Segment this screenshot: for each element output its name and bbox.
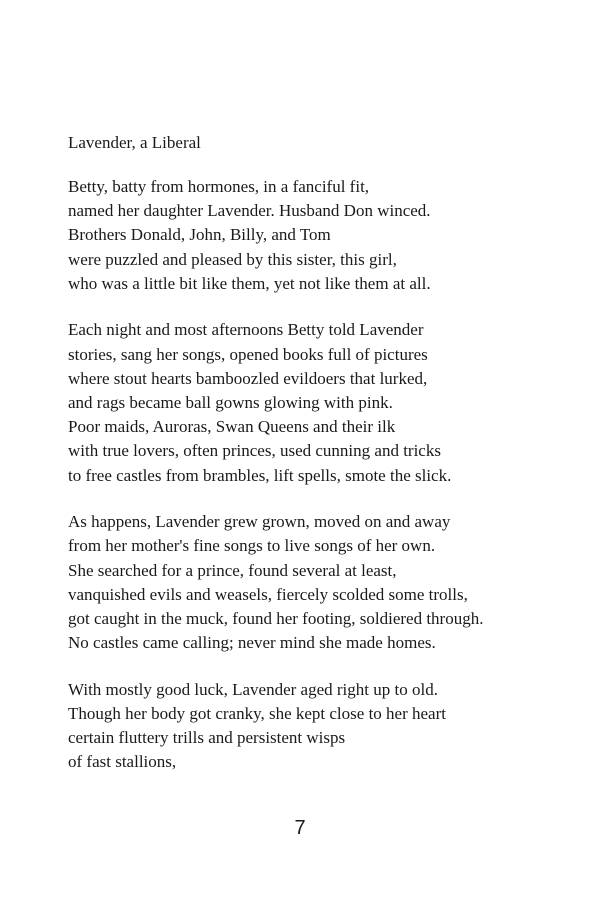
poem-line: who was a little bit like them, yet not like them at all. bbox=[68, 273, 431, 293]
page-number: 7 bbox=[294, 817, 306, 839]
poem-line: and rags became ball gowns glowing with pink. bbox=[68, 393, 393, 412]
poem-body bbox=[68, 175, 588, 797]
poem-line: stories, sang her songs, opened books full of pictures bbox=[68, 344, 428, 364]
poem-line: Betty, batty from hormones, in a fanciful fit, bbox=[68, 177, 370, 196]
stanza-3 bbox=[68, 510, 588, 655]
poem-line: As happens, Lavender grew grown, moved on and away bbox=[68, 512, 451, 532]
poem-line: from her mother's fine songs to live songs of her own. bbox=[68, 536, 436, 556]
poem-line: certain fluttery trills and persistent wisps bbox=[68, 728, 346, 748]
poem-line: With mostly good luck, Lavender aged right up to old. bbox=[68, 679, 438, 699]
poem-line: with true lovers, often princes, used cunning and tricks bbox=[68, 441, 441, 461]
poem-line: No castles came calling; never mind she made homes. bbox=[68, 633, 436, 653]
poem-title: Lavender, a Liberal bbox=[68, 133, 201, 152]
poem-line: She searched for a prince, found several at least, bbox=[68, 560, 397, 580]
poem-line: vanquished evils and weasels, fiercely scolded some trolls, bbox=[68, 584, 468, 604]
stanza-2 bbox=[68, 318, 588, 487]
poem-line: got caught in the muck, found her footing, soldiered through. bbox=[68, 609, 484, 628]
poem-line: Each night and most afternoons Betty told Lavender bbox=[68, 320, 424, 340]
poem-line: were puzzled and pleased by this sister, this girl, bbox=[68, 249, 397, 269]
stanza-4 bbox=[68, 678, 588, 775]
poem-line: Brothers Donald, John, Billy, and Tom bbox=[68, 225, 331, 245]
poem-line: named her daughter Lavender. Husband Don winced. bbox=[68, 201, 431, 221]
poem-line: to free castles from brambles, lift spells, smote the slick. bbox=[68, 465, 452, 485]
poem-line: where stout hearts bamboozled evildoers that lurked, bbox=[68, 368, 428, 388]
poem-line: Though her body got cranky, she kept close to her heart bbox=[68, 704, 446, 724]
poem-line: of fast stallions, bbox=[68, 752, 177, 772]
stanza-1 bbox=[68, 175, 588, 296]
poem-line: Poor maids, Auroras, Swan Queens and their ilk bbox=[68, 417, 396, 437]
